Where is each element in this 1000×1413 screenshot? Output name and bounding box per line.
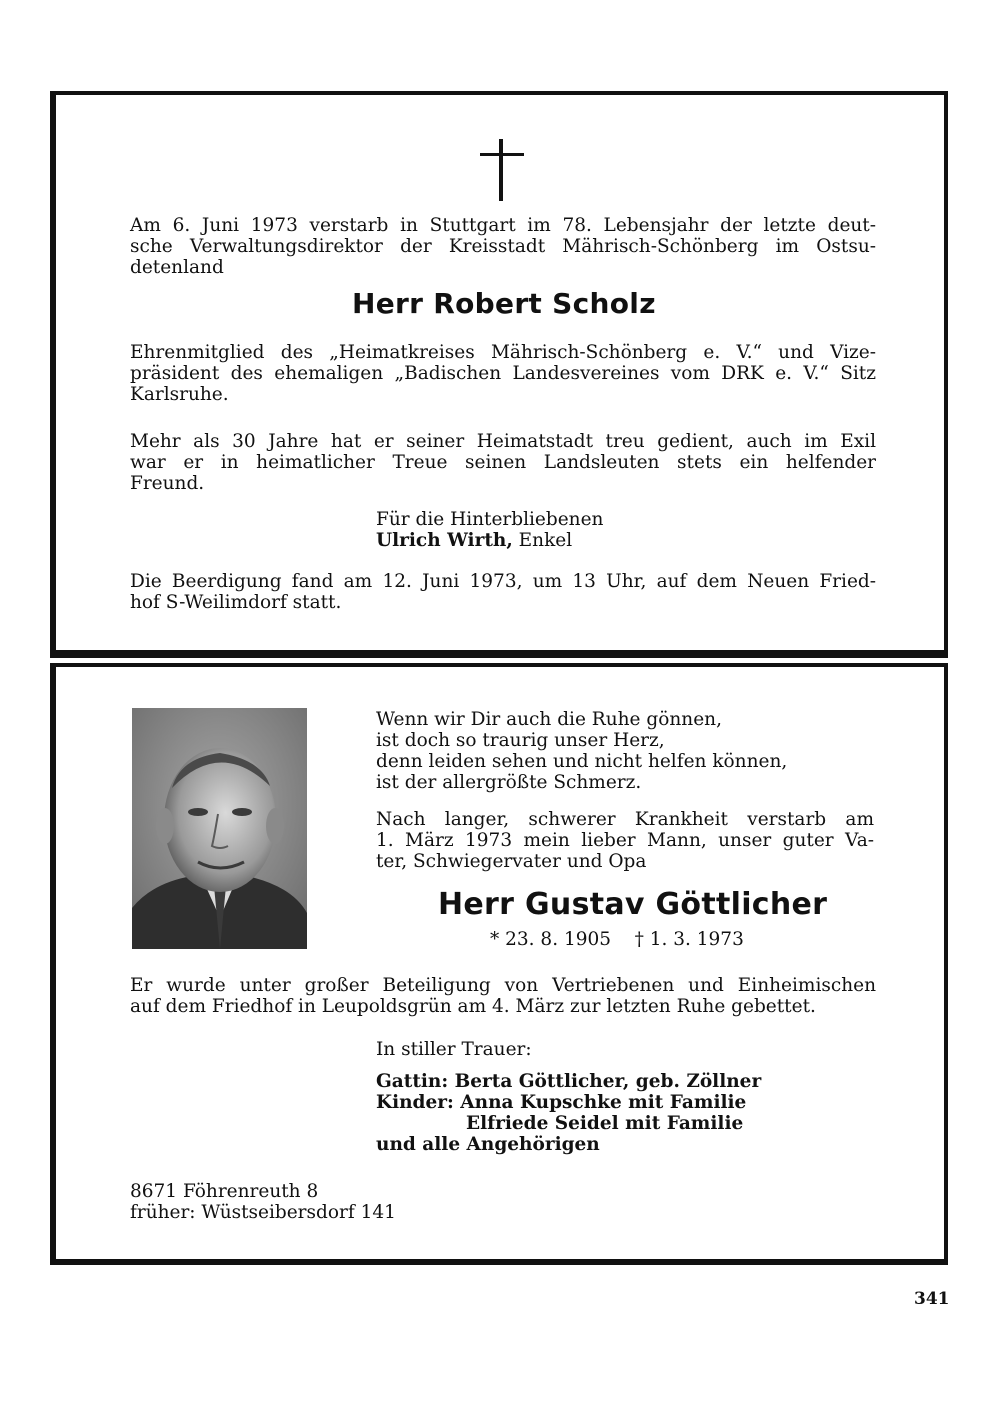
signer xyxy=(376,530,776,551)
poem-line: ist der allergrößte Schmerz. xyxy=(376,772,642,793)
text-line: ter, Schwiegervater und Opa xyxy=(376,851,647,872)
poem xyxy=(376,709,856,793)
signer-name: Ulrich Wirth, xyxy=(376,530,513,551)
mourning-label: In stiller Trauer: xyxy=(376,1039,532,1060)
portrait-photo xyxy=(132,708,307,949)
honors-paragraph xyxy=(130,342,876,405)
tribute-paragraph xyxy=(130,431,876,494)
text-line: Freund. xyxy=(130,473,205,494)
death-date: † 1. 3. 1973 xyxy=(634,929,744,950)
text-line: präsident des ehemaligen „Badischen Landesvereines vom DRK e. V.“ Sitz xyxy=(130,363,876,384)
address-block xyxy=(130,1181,470,1223)
deceased-name: Herr Gustav Göttlicher xyxy=(438,887,828,922)
text-line: hof S-Weilimdorf statt. xyxy=(130,592,342,613)
poem-line: denn leiden sehen und nicht helfen können, xyxy=(376,751,788,772)
cross-icon xyxy=(480,139,524,201)
text-line: auf dem Friedhof in Leupoldsgrün am 4. März zur letzten Ruhe gebettet. xyxy=(130,996,816,1017)
burial-paragraph xyxy=(130,975,876,1017)
text-line: Mehr als 30 Jahre hat er seiner Heimatstadt treu gedient, auch im Exil xyxy=(130,431,876,452)
text-line: Die Beerdigung fand am 12. Juni 1973, um 13 Uhr, auf dem Neuen Fried- xyxy=(130,571,876,592)
birth-date: * 23. 8. 1905 xyxy=(490,929,612,950)
obituary-robert-scholz xyxy=(50,91,948,658)
mourners-list xyxy=(376,1071,796,1155)
address-line: früher: Wüstseibersdorf 141 xyxy=(130,1202,396,1223)
obituary-gustav-goettlicher xyxy=(50,663,948,1265)
portrait-illustration xyxy=(132,708,307,949)
life-dates xyxy=(490,929,810,950)
mourner-line: Kinder: Anna Kupschke mit Familie xyxy=(376,1092,747,1113)
mourner-line: und alle Angehörigen xyxy=(376,1134,600,1155)
text-line: Am 6. Juni 1973 verstarb in Stuttgart im 78. Lebensjahr der letzte deut- xyxy=(130,215,876,236)
mourner-line: Gattin: Berta Göttlicher, geb. Zöllner xyxy=(376,1071,762,1092)
signature-block xyxy=(376,509,776,551)
funeral-paragraph xyxy=(130,571,876,613)
text-line: 1. März 1973 mein lieber Mann, unser guter Va- xyxy=(376,830,874,851)
text-line: sche Verwaltungsdirektor der Kreisstadt Mährisch-Schönberg im Ostsu- xyxy=(130,236,876,257)
signature-label: Für die Hinterbliebenen xyxy=(376,509,604,530)
text-line: war er in heimatlicher Treue seinen Landsleuten stets ein helfender xyxy=(130,452,876,473)
poem-line: Wenn wir Dir auch die Ruhe gönnen, xyxy=(376,709,722,730)
text-line: Er wurde unter großer Beteiligung von Vertriebenen und Einheimischen xyxy=(130,975,876,996)
deceased-name: Herr Robert Scholz xyxy=(352,287,656,320)
text-line: Karlsruhe. xyxy=(130,384,229,405)
text-line: Nach langer, schwerer Krankheit verstarb am xyxy=(376,809,874,830)
text-line: detenland xyxy=(130,257,224,278)
life-dates-line xyxy=(490,929,810,950)
mourner-line: Elfriede Seidel mit Familie xyxy=(466,1113,744,1134)
signer-relation: Enkel xyxy=(518,530,573,551)
page-number: 341 xyxy=(914,1289,950,1309)
text-line: Ehrenmitglied des „Heimatkreises Mährisch-Schönberg e. V.“ und Vize- xyxy=(130,342,876,363)
death-paragraph xyxy=(376,809,874,872)
intro-paragraph xyxy=(130,215,876,278)
poem-line: ist doch so traurig unser Herz, xyxy=(376,730,665,751)
address-line: 8671 Föhrenreuth 8 xyxy=(130,1181,319,1202)
